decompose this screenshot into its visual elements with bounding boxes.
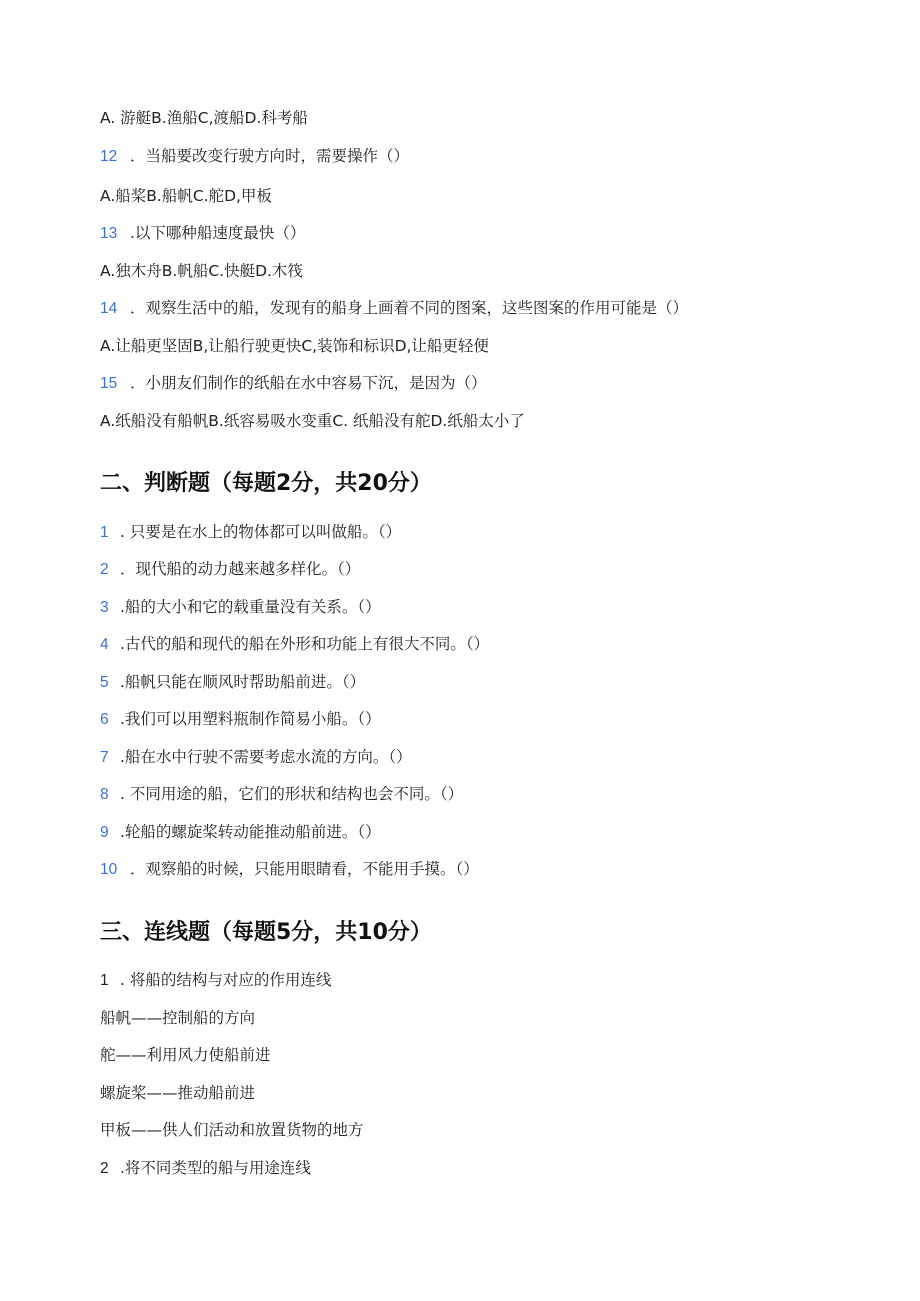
judgment-item — [100, 559, 360, 580]
question-13 — [100, 223, 305, 244]
question-text: .船的大小和它的载重量没有关系。（） — [120, 598, 381, 616]
question-number: 9 — [100, 824, 109, 841]
question-number: 6 — [100, 711, 109, 728]
question-number: 1 — [100, 972, 109, 989]
question-text: .将不同类型的船与用途连线 — [120, 1159, 311, 1177]
q13-options: A.独木舟B.帆船C.快艇D.木筏 — [100, 262, 303, 280]
matching-pair: 船帆——控制船的方向 — [100, 1009, 256, 1027]
question-text: ．当船要改变行驶方向时，需要操作（） — [130, 147, 410, 165]
question-number: 2 — [100, 1160, 109, 1177]
judgment-item — [100, 522, 401, 543]
question-number: 12 — [100, 148, 118, 165]
judgment-item — [100, 597, 381, 618]
matching-pair: 舵——利用风力使船前进 — [100, 1046, 271, 1064]
section-3-heading: 三、连线题（每题5分，共10分） — [100, 920, 432, 945]
matching-pair: 甲板——供人们活动和放置货物的地方 — [100, 1121, 364, 1139]
question-14 — [100, 298, 688, 319]
question-number: 3 — [100, 599, 109, 616]
question-text: ．现代船的动力越来越多样化。（） — [120, 560, 361, 578]
matching-question-1 — [100, 970, 331, 991]
judgment-item — [100, 634, 489, 655]
q14-options: A.让船更坚固B,让船行驶更快C,装饰和标识D,让船更轻便 — [100, 337, 489, 355]
judgment-item — [100, 747, 412, 768]
q11-options: A. 游艇B.渔船C,渡船D.科考船 — [100, 109, 308, 127]
question-text: .轮船的螺旋桨转动能推动船前进。（） — [120, 823, 381, 841]
judgment-item — [100, 784, 463, 805]
question-number: 13 — [100, 225, 118, 242]
question-text: .船帆只能在顺风时帮助船前进。（） — [120, 673, 366, 691]
question-number: 7 — [100, 749, 109, 766]
question-text: .我们可以用塑料瓶制作简易小船。（） — [120, 710, 381, 728]
question-number: 1 — [100, 524, 109, 541]
judgment-item — [100, 672, 365, 693]
question-15 — [100, 373, 487, 394]
question-number: 4 — [100, 636, 109, 653]
question-number: 2 — [100, 561, 109, 578]
question-text: .船在水中行驶不需要考虑水流的方向。（） — [120, 748, 412, 766]
question-text: .以下哪种船速度最快（） — [130, 224, 306, 242]
question-number: 10 — [100, 861, 118, 878]
question-number: 8 — [100, 786, 109, 803]
question-text: ．观察船的时候，只能用眼睛看，不能用手摸。（） — [130, 860, 479, 878]
question-text: ．小朋友们制作的纸船在水中容易下沉，是因为（） — [130, 374, 487, 392]
question-text: . 将船的结构与对应的作用连线 — [120, 971, 332, 989]
matching-question-2 — [100, 1158, 311, 1179]
question-text: .古代的船和现代的船在外形和功能上有很大不同。（） — [120, 635, 490, 653]
matching-pair: 螺旋桨——推动船前进 — [100, 1084, 256, 1102]
question-text: . 不同用途的船，它们的形状和结构也会不同。（） — [120, 785, 464, 803]
question-text: ．观察生活中的船，发现有的船身上画着不同的图案，这些图案的作用可能是（） — [130, 299, 689, 317]
judgment-item — [100, 822, 381, 843]
question-number: 14 — [100, 300, 118, 317]
question-number: 15 — [100, 375, 118, 392]
judgment-item — [100, 859, 479, 880]
q12-options: A.船桨B.船帆C.舵D,甲板 — [100, 187, 272, 205]
question-12 — [100, 146, 409, 167]
section-2-heading: 二、判断题（每题2分，共20分） — [100, 471, 432, 496]
judgment-item — [100, 709, 381, 730]
question-text: . 只要是在水上的物体都可以叫做船。（） — [120, 523, 402, 541]
q15-options: A.纸船没有船帆B.纸容易吸水变重C. 纸船没有舵D.纸船太小了 — [100, 412, 525, 430]
question-number: 5 — [100, 674, 109, 691]
